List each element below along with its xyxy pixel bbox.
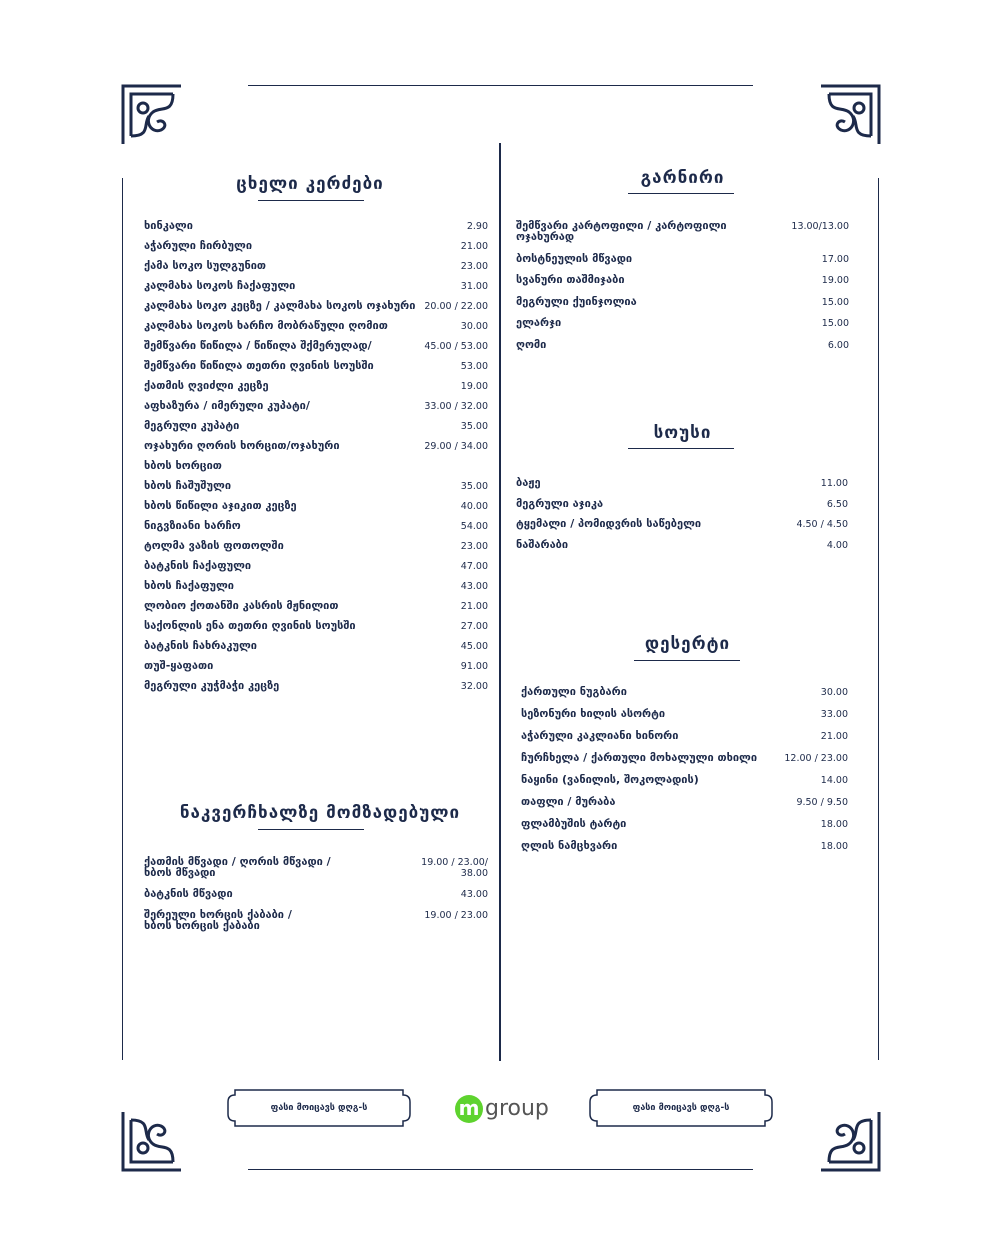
- menu-item-name: მეგრული აჯიკა: [516, 496, 604, 510]
- top-rule: [248, 85, 753, 86]
- section-underline: [258, 200, 364, 201]
- menu-item-price-cont: 38.00: [460, 868, 488, 879]
- menu-item-name: ტყემალი / პომიდვრის საწებელი: [516, 517, 702, 530]
- menu-item-name-cont: ხბოს მწვადი: [144, 866, 216, 879]
- menu-item-price: 43.00: [460, 581, 488, 592]
- section-title-garnish: გარნირი: [640, 168, 725, 188]
- menu-item-price: 17.00: [821, 253, 849, 265]
- menu-item-price: 23.00: [460, 261, 488, 272]
- menu-item-price: 19.00 / 23.00: [424, 910, 488, 921]
- menu-item-price: 21.00: [820, 731, 848, 742]
- menu-item-name: ჩურჩხელა / ქართული მოხალული თხილი: [521, 751, 758, 764]
- menu-item-name: ღლის ნამცხვარი: [521, 839, 618, 852]
- menu-item-price: 11.00: [820, 478, 848, 489]
- section-underline: [634, 660, 740, 661]
- menu-item-name: ხბოს ხორცით: [144, 459, 222, 472]
- menu-item-price: 6.50: [826, 498, 848, 510]
- menu-item-price: 19.00: [460, 381, 488, 392]
- menu-item-price: 31.00: [460, 281, 488, 292]
- menu-item-name: მეგრული ქუინჯოლია: [516, 294, 637, 308]
- logo-word: group: [485, 1096, 549, 1121]
- menu-item-price: 19.00: [821, 275, 849, 286]
- vat-note-text: ფასი მოიცავს დღგ-ს: [632, 1103, 730, 1113]
- menu-item-name: ბატკნის ჩახრაკული: [144, 639, 258, 652]
- section-underline: [258, 829, 364, 830]
- ornament-bottom-right-icon: [819, 1110, 881, 1172]
- menu-item-price: 35.00: [460, 481, 488, 492]
- menu-item-name: სვანური თაშმიჯაბი: [516, 273, 625, 286]
- menu-item-price: 43.00: [460, 889, 488, 900]
- menu-item-price: 20.00 / 22.00: [424, 301, 488, 312]
- menu-item-name: ბატკნის ჩაქაფული: [144, 559, 252, 572]
- menu-item-name-cont: ოჯახურად: [516, 230, 575, 243]
- logo-mark: m: [455, 1095, 483, 1123]
- menu-item-price: 12.00 / 23.00: [784, 753, 848, 764]
- menu-item-price: 19.00 / 23.00/: [421, 857, 488, 868]
- menu-item-name: ფლამბუშის ტარტი: [521, 817, 627, 830]
- menu-item-price: 9.50 / 9.50: [796, 797, 848, 808]
- menu-item-price: 21.00: [460, 241, 488, 252]
- menu-item-price: 33.00 / 32.00: [424, 401, 488, 412]
- menu-item-price: 18.00: [820, 819, 848, 830]
- right-border-line: [878, 178, 879, 1060]
- menu-item-price: 40.00: [460, 501, 488, 512]
- mgroup-logo: [455, 1095, 550, 1125]
- menu-item-price: 18.00: [820, 841, 848, 852]
- menu-item-name: ნაყინი (ვანილის, შოკოლადის): [521, 773, 699, 786]
- menu-item-price: 13.00/13.00: [791, 221, 849, 232]
- menu-item-price: 4.00: [826, 539, 848, 551]
- menu-item-name: ქათმის მწვადი / ღორის მწვადი /: [144, 855, 331, 868]
- section-title-dessert: დესერტი: [644, 634, 731, 654]
- menu-item-price: 29.00 / 34.00: [424, 441, 488, 452]
- menu-item-price: 15.00: [821, 318, 849, 329]
- menu-item-price: 2.90: [466, 221, 488, 232]
- menu-item-price: 30.00: [460, 321, 488, 332]
- menu-item-price: 33.00: [820, 709, 848, 720]
- menu-item-price: 14.00: [820, 775, 848, 786]
- ornament-bottom-left-icon: [121, 1110, 183, 1172]
- center-divider-line: [499, 143, 501, 1061]
- menu-item-price: 54.00: [460, 521, 488, 532]
- vat-note-right: [589, 1089, 773, 1127]
- menu-item-name: ხბოს ჩაქაფული: [144, 579, 234, 592]
- section-underline: [628, 448, 734, 449]
- menu-item-name: აფხაზურა / იმერული კუპატი/: [144, 399, 310, 412]
- menu-item-name: თაფლი / მურაბა: [521, 795, 616, 808]
- ornament-top-left-icon: [121, 84, 183, 146]
- menu-item-name: ქართული ნუგბარი: [521, 685, 627, 698]
- menu-item-name: სეზონური ხილის ასორტი: [521, 707, 666, 720]
- vat-note-left: [227, 1089, 411, 1127]
- menu-item-name: ოჯახური ღორის ხორცით/ოჯახური: [144, 439, 340, 452]
- menu-item-price: 35.00: [460, 421, 488, 432]
- section-title-sauce: სოუსი: [653, 423, 712, 443]
- menu-item-name: შერეული ხორცის ქაბაბი /: [144, 908, 292, 921]
- menu-item-name: ნიგვზიანი ხარჩო: [144, 519, 241, 532]
- menu-item-price: 6.00: [827, 339, 849, 351]
- menu-item-name: ხბოს ჩაშუშული: [144, 479, 232, 492]
- menu-item-name: ხბოს წიწილი აჯიკით კეცზე: [144, 499, 297, 512]
- menu-item-name: ბაჟე: [516, 476, 541, 489]
- menu-item-price: 45.00 / 53.00: [424, 341, 488, 352]
- vat-note-text: ფასი მოიცავს დღგ-ს: [270, 1103, 368, 1113]
- section-title-hot-dishes: ცხელი კერძები: [236, 174, 384, 194]
- menu-item-name: თუშ-ყაფათი: [144, 659, 214, 672]
- menu-item-price: 53.00: [460, 361, 488, 372]
- menu-item-name: კალმახა სოკო კეცზე / კალმახა სოკოს ოჯახური: [144, 299, 416, 312]
- menu-item-name: მეგრული კუჭმაჭი კეცზე: [144, 679, 280, 692]
- menu-item-name: მეგრული კუპატი: [144, 419, 240, 432]
- menu-item-name: ქათმის ღვიძლი კეცზე: [144, 379, 269, 392]
- section-underline: [628, 193, 734, 194]
- menu-item-name: ელარჯი: [516, 316, 562, 329]
- section-title-grilled: ნაკვერჩხალზე მომზადებული: [179, 803, 461, 823]
- menu-item-price: 91.00: [460, 661, 488, 672]
- menu-item-price: 32.00: [460, 681, 488, 692]
- menu-item-name: ბატკნის მწვადი: [144, 887, 233, 900]
- menu-item-name: კალმახა სოკოს ხარჩო მობრაწული ღომით: [144, 319, 388, 332]
- ornament-top-right-icon: [819, 84, 881, 146]
- menu-item-name: შემწვარი წიწილა თეთრი ღვინის სოუსში: [144, 359, 374, 372]
- menu-item-price: 4.50 / 4.50: [796, 519, 848, 530]
- menu-item-price: 30.00: [820, 687, 848, 698]
- menu-item-name: ქამა სოკო სულგუნით: [144, 259, 267, 272]
- menu-item-name: აჭარული ჩირბული: [144, 239, 253, 252]
- menu-item-name: შემწვარი კარტოფილი / კარტოფილი: [516, 219, 727, 232]
- menu-item-name: ხინკალი: [144, 219, 193, 232]
- left-border-line: [122, 178, 123, 1060]
- bottom-rule: [248, 1169, 753, 1170]
- menu-item-name: შემწვარი წიწილა / წიწილა შქმერულად/: [144, 339, 372, 352]
- menu-item-name: აჭარული კაკლიანი ხინორი: [521, 729, 679, 742]
- menu-item-name: ღომი: [516, 337, 547, 351]
- menu-item-price: 15.00: [821, 296, 849, 308]
- menu-item-price: 27.00: [460, 621, 488, 632]
- menu-item-price: 47.00: [460, 561, 488, 572]
- menu-item-price: 21.00: [460, 601, 488, 612]
- menu-item-name: კალმახა სოკოს ჩაქაფული: [144, 279, 296, 292]
- menu-item-price: 45.00: [460, 641, 488, 652]
- menu-item-name: საქონლის ენა თეთრი ღვინის სოუსში: [144, 619, 356, 632]
- menu-item-name: ბოსტნეულის მწვადი: [516, 251, 633, 265]
- menu-item-price: 23.00: [460, 541, 488, 552]
- menu-item-name-cont: ხბოს ხორცის ქაბაბი: [144, 919, 260, 932]
- menu-item-name: ტოლმა ვაზის ფოთოლში: [144, 539, 284, 552]
- menu-item-name: ლობიო ქოთანში კასრის მჟნილით: [144, 599, 339, 612]
- menu-item-name: ნაშარაბი: [516, 537, 569, 551]
